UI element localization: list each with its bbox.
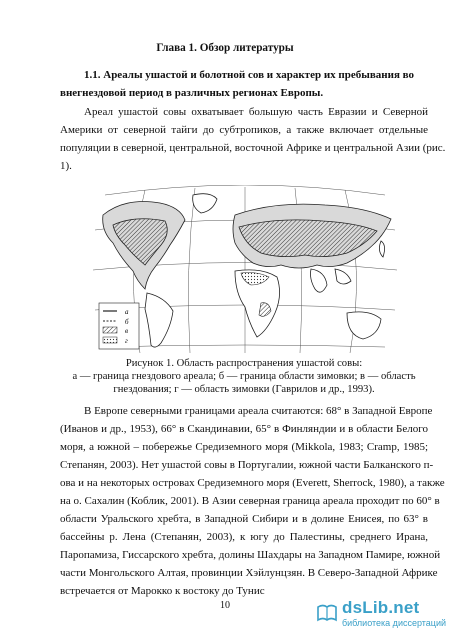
figure-caption-line: гнездования; г — область зимовки (Гаврилов и др., 1993). (113, 384, 375, 395)
paragraph-2-line: (Иванов и др., 1953), 66° в Скандинавии, 65° в Финляндии и в области Белого (60, 423, 428, 435)
paragraph-2-line: Степанян, 2003). Нет ушастой совы в Португалии, южной части Балканского п- (60, 459, 434, 471)
paragraph-2-line: ова и на некоторых островах Средиземного моря (Everett, Sherrock, 1980), а также (60, 477, 445, 489)
chapter-title: Глава 1. Обзор литературы (156, 42, 294, 54)
watermark-subtitle: библиотека диссертаций (342, 618, 447, 628)
legend-label-b: б (125, 318, 129, 326)
paragraph-1-line: 1). (60, 160, 72, 172)
paragraph-2-line: встречается от Марокко к востоку до Тунис (60, 585, 265, 597)
paragraph-2 (60, 402, 445, 600)
section-title-line-2: внегнездовой период в различных регионах Европы. (60, 87, 324, 99)
paragraph-2-line: бассейны р. Лена (Степанян, 2003), к югу до Палестины, среднего Ирана, (60, 531, 428, 543)
distribution-map (85, 185, 405, 355)
paragraph-1-line: популяции в северной, центральной, восточной Африке и центральной Азии (рис. (60, 142, 446, 154)
section-title-line-1: 1.1. Ареалы ушастой и болотной сов и характер их пребывания во (84, 69, 415, 81)
book-icon (316, 602, 338, 624)
paragraph-2-line: области Уральского хребта, в Западной Сибири и в долине Енисея, по 63° в (60, 513, 428, 525)
page-number: 10 (220, 600, 230, 611)
legend-label-g: г (125, 337, 128, 345)
legend-label-v: в (125, 327, 129, 335)
paragraph-2-line: на о. Сахалин (Коблик, 2001). В Азии северная граница ареала проходит по 60° в (60, 495, 440, 507)
legend-label-a: а (125, 308, 129, 316)
figure-caption-line: Рисунок 1. Область распространения ушастой совы: (125, 358, 363, 369)
paragraph-1-line: Ареал ушастой совы охватывает большую часть Евразии и Северной (84, 106, 428, 118)
map-legend (99, 303, 139, 349)
section-title (60, 66, 428, 102)
paragraph-2-line: В Европе северными границами ареала считаются: 68° в Западной Европе (84, 405, 433, 417)
watermark-brand: dsLib.net (342, 598, 420, 617)
paragraph-2-line: Паропамиза, Гиссарского хребта, долины Шахдары на Западном Памире, южной (60, 549, 441, 561)
paragraph-2-line: части Монгольского Алтая, провинции Хэйлунцзян. В Северо-Западной Африке (60, 567, 438, 579)
paragraph-1 (60, 103, 446, 175)
figure-caption-line: а — граница гнездового ареала; б — граница области зимовки; в — область (72, 371, 416, 382)
figure-caption (60, 357, 428, 396)
paragraph-2-line: моря, а южной – побережье Средиземного моря (Mikkola, 1983; Cramp, 1985; (60, 441, 428, 453)
paragraph-1-line: Америки от северной тайги до субтропиков, а также включает отдельные (60, 124, 428, 136)
watermark[interactable] (316, 598, 446, 632)
